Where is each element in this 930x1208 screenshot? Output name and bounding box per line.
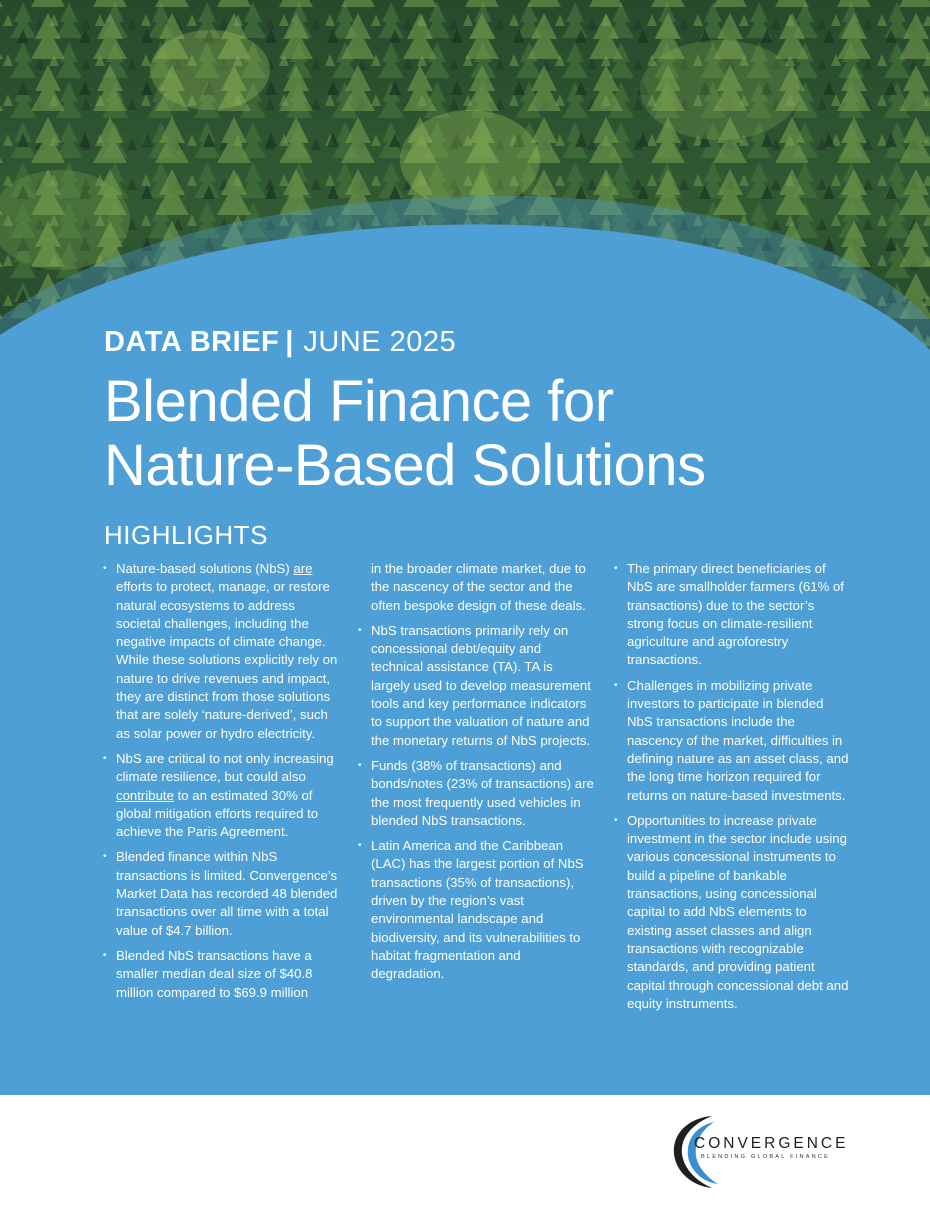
are-link[interactable]: are (293, 561, 313, 576)
contribute-link[interactable]: contribute (116, 787, 174, 803)
highlights-heading: HIGHLIGHTS (104, 520, 268, 550)
highlight-bullet: • The primary direct beneficiaries of NbS are smallholder farmers (61% of transactions) due to the sector’s strong focus on climate-resilient agriculture and agroforestry transactions. (614, 560, 852, 670)
highlight-bullet: • Blended NbS transactions have a smaller median deal size of $40.8 million compared to $69.9 million (103, 947, 343, 1002)
highlights-column-1 (103, 560, 343, 1009)
kicker-separator: | (285, 326, 294, 358)
title-line-1: Blended Finance for (104, 369, 614, 434)
convergence-logo (668, 1112, 858, 1192)
highlight-bullet: • NbS transactions primarily rely on concessional debt/equity and technical assistance (TA). TA is largely used to develop measurement tools and key performance indicators to support the valuation of nature and the monetary returns of NbS projects. (358, 622, 594, 750)
bullet-text: NbS are critical to not only increasing climate resilience, but could also (116, 750, 334, 785)
highlight-bullet: • Latin America and the Caribbean (LAC) has the largest portion of NbS transactions (35% of transactions), driven by the region’s vast environmental landscape and biodiversity, and its vulnerabilities to habitat fragmentation and degradation. (358, 837, 594, 983)
page-header (104, 322, 904, 498)
highlight-bullet: • Blended finance within NbS transactions is limited. Convergence’s Market Data has recorded 48 blended transactions over all time with a total value of $4.7 billion. (103, 848, 343, 939)
highlight-bullet: • Challenges in mobilizing private investors to participate in blended NbS transactions include the nascency of the market, difficulties in defining nature as an asset class, and the long time horizon required for returns on nature-based investments. (614, 677, 852, 805)
highlight-bullet (103, 560, 343, 743)
brief-date: JUNE 2025 (303, 326, 457, 358)
logo-name: CONVERGENCE (694, 1135, 849, 1152)
highlights-column-3 (614, 560, 852, 1020)
bullet-text: Nature-based solutions (NbS) (116, 561, 294, 576)
bullet-text: to an estimated 30% of global mitigation efforts required to achieve the Paris Agreement. (116, 787, 319, 840)
bullet-text: efforts to protect, manage, or restore natural ecosystems to address societal challenges, including the negative impacts of climate change. While these solutions explicitly rely on nature to drive revenues and impact, they are distinct from those solutions that are solely ‘nature-derived’, such as solar power or hydro electricity. (116, 579, 338, 741)
highlight-bullet: • Opportunities to increase private investment in the sector include using various concessional instruments to build a pipeline of bankable transactions, using concessional capital to add NbS elements to existing asset classes and align transactions with recognizable standards, and providing patient capital through concessional debt and equity instruments. (614, 812, 852, 1013)
page-title (104, 370, 904, 498)
logo-tagline: BLENDING GLOBAL FINANCE (701, 1154, 831, 1160)
title-line-2: Nature-Based Solutions (104, 433, 706, 498)
highlights-column-2 (358, 560, 594, 991)
highlight-bullet (103, 750, 343, 841)
brief-kicker (104, 322, 904, 362)
brief-label: DATA BRIEF (104, 326, 280, 358)
highlight-bullet-continued: in the broader climate market, due to the nascency of the sector and the often bespoke design of these deals. (371, 561, 586, 613)
highlight-bullet: • Funds (38% of transactions) and bonds/notes (23% of transactions) are the most frequently used vehicles in blended NbS transactions. (358, 757, 594, 830)
